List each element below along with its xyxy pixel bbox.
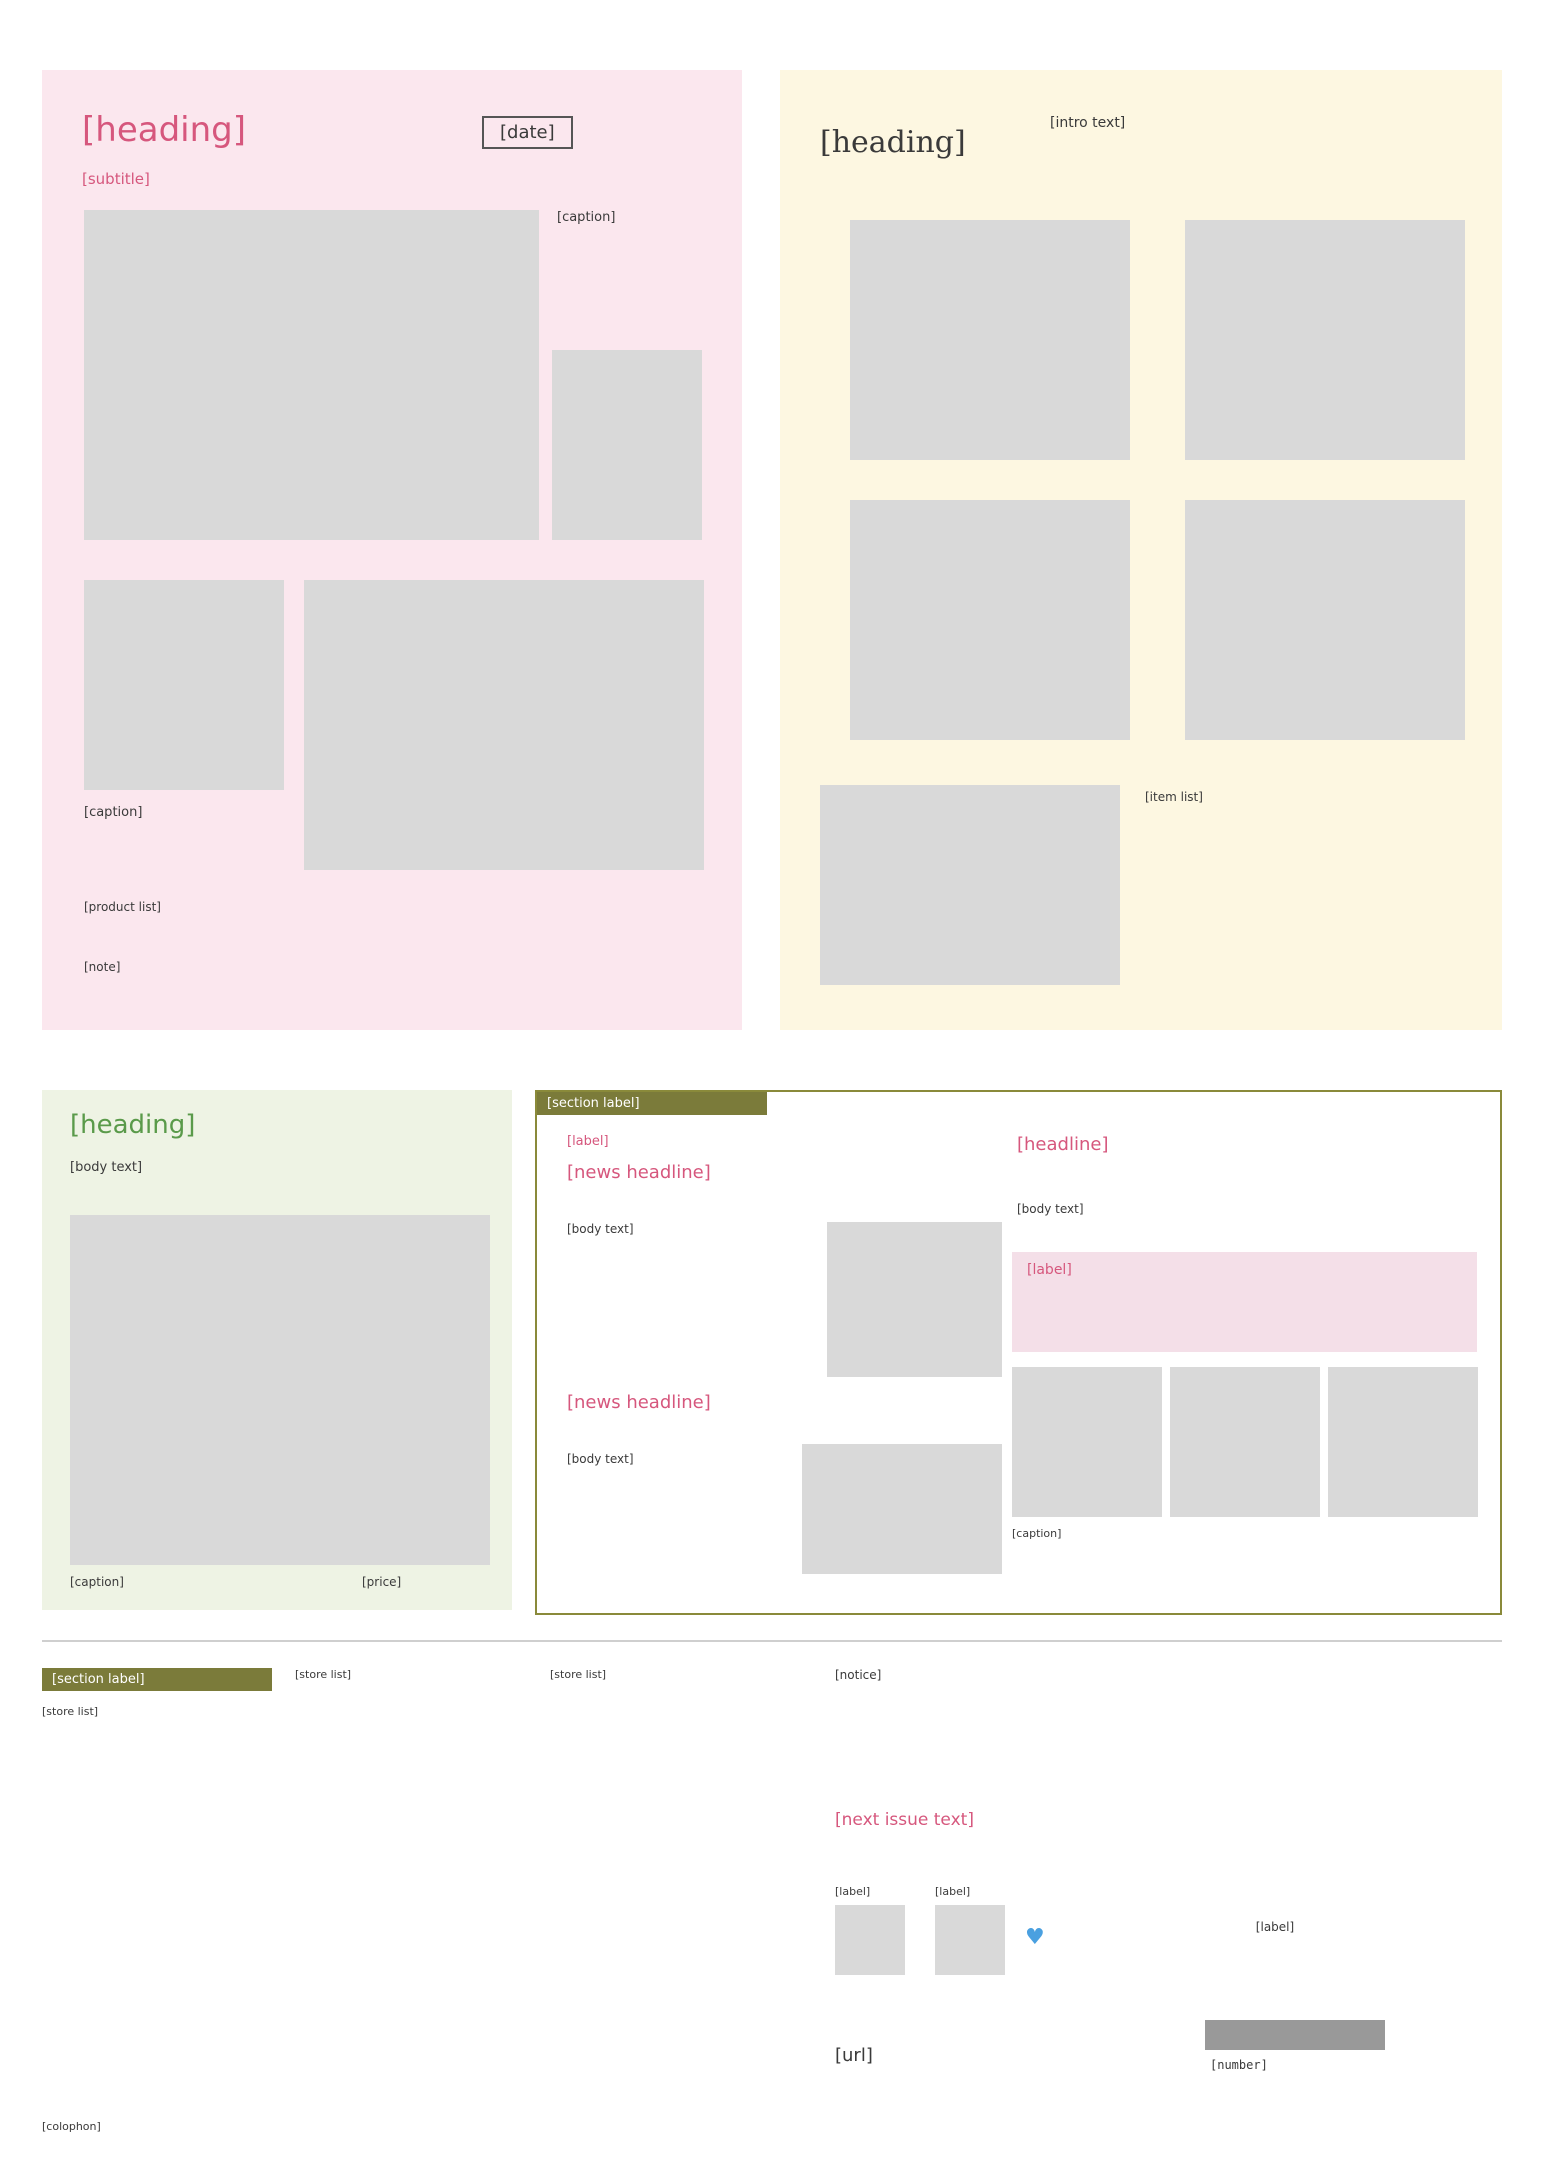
news-label: [label]: [567, 1134, 609, 1149]
overlock-price: [price]: [362, 1575, 402, 1589]
sashiko-pattern-3: [850, 500, 1130, 740]
colophon: [colophon]: [42, 2120, 101, 2133]
news-2-photo: [802, 1444, 1002, 1574]
lesson-note: [note]: [84, 960, 121, 974]
news-1-body: [body text]: [567, 1222, 634, 1236]
present-banner: [1012, 1252, 1477, 1352]
starter-kit-subtitle: [subtitle]: [82, 170, 150, 188]
shop-list-col-3: [store list]: [550, 1668, 607, 1681]
sashiko-panel: [780, 70, 1502, 1030]
overlock-caption: [caption]: [70, 1575, 124, 1589]
lesson-title: [headline]: [1017, 1134, 1109, 1155]
shop-list-header: [section label]: [42, 1668, 272, 1691]
neck-warmer-caption: [caption]: [557, 210, 616, 225]
overlock-panel: [42, 1090, 512, 1610]
starter-kit-title: [heading]: [82, 110, 246, 150]
barcode: [1205, 2020, 1385, 2050]
overlock-body: [body text]: [70, 1160, 143, 1175]
lesson-photo-1: [1012, 1367, 1162, 1517]
reservation-notice: [notice]: [835, 1668, 882, 1682]
sashiko-item-list: [item list]: [1145, 790, 1203, 804]
online-shop-label: [label]: [835, 1885, 871, 1898]
shop-info-header: [section label]: [537, 1092, 767, 1115]
lesson-photo-3: [1328, 1367, 1478, 1517]
next-issue-text: [next issue text]: [835, 1810, 974, 1830]
wrist-warmer-set-photo: [304, 580, 704, 870]
online-shop-qr-code: [835, 1905, 905, 1975]
lesson-photo-caption: [caption]: [1012, 1527, 1062, 1540]
wrist-warmer-photo: [84, 580, 284, 790]
sashiko-pattern-4: [1185, 500, 1465, 740]
wrist-warmer-caption: [caption]: [84, 805, 143, 820]
present-label: [label]: [1027, 1262, 1072, 1278]
barcode-number: [number]: [1210, 2058, 1268, 2072]
neck-warmer-photo: [84, 210, 539, 540]
lesson-body: [body text]: [1017, 1202, 1084, 1216]
news-2-title: [news headline]: [567, 1392, 711, 1413]
sashiko-pattern-2: [1185, 220, 1465, 460]
shop-list-col-1: [store list]: [42, 1705, 99, 1718]
product-list: [product list]: [84, 900, 161, 914]
twitter-label: [label]: [935, 1885, 971, 1898]
sashiko-pattern-1: [850, 220, 1130, 460]
news-1-photo: [827, 1222, 1002, 1377]
take-free-label: [label]: [1255, 1920, 1295, 1934]
website-url[interactable]: [url]: [835, 2045, 873, 2066]
twitter-bird-icon: ♥: [1025, 1925, 1045, 1950]
overlock-machine-photo: [70, 1215, 490, 1565]
lesson-photo-2: [1170, 1367, 1320, 1517]
shop-information-panel: [535, 1090, 1502, 1615]
section-divider: [42, 1640, 1502, 1642]
starter-kit-panel: [42, 70, 742, 1030]
sashiko-intro: [intro text]: [1050, 115, 1126, 131]
shop-list-col-2: [store list]: [295, 1668, 352, 1681]
news-2-body: [body text]: [567, 1452, 634, 1466]
yarn-ball-photo: [552, 350, 702, 540]
twitter-qr-code: [935, 1905, 1005, 1975]
sashiko-title: [heading]: [820, 125, 966, 160]
sashiko-thread-photo: [820, 785, 1120, 985]
release-date-badge: [date]: [482, 116, 573, 149]
overlock-title: [heading]: [70, 1110, 196, 1140]
news-1-title: [news headline]: [567, 1162, 711, 1183]
